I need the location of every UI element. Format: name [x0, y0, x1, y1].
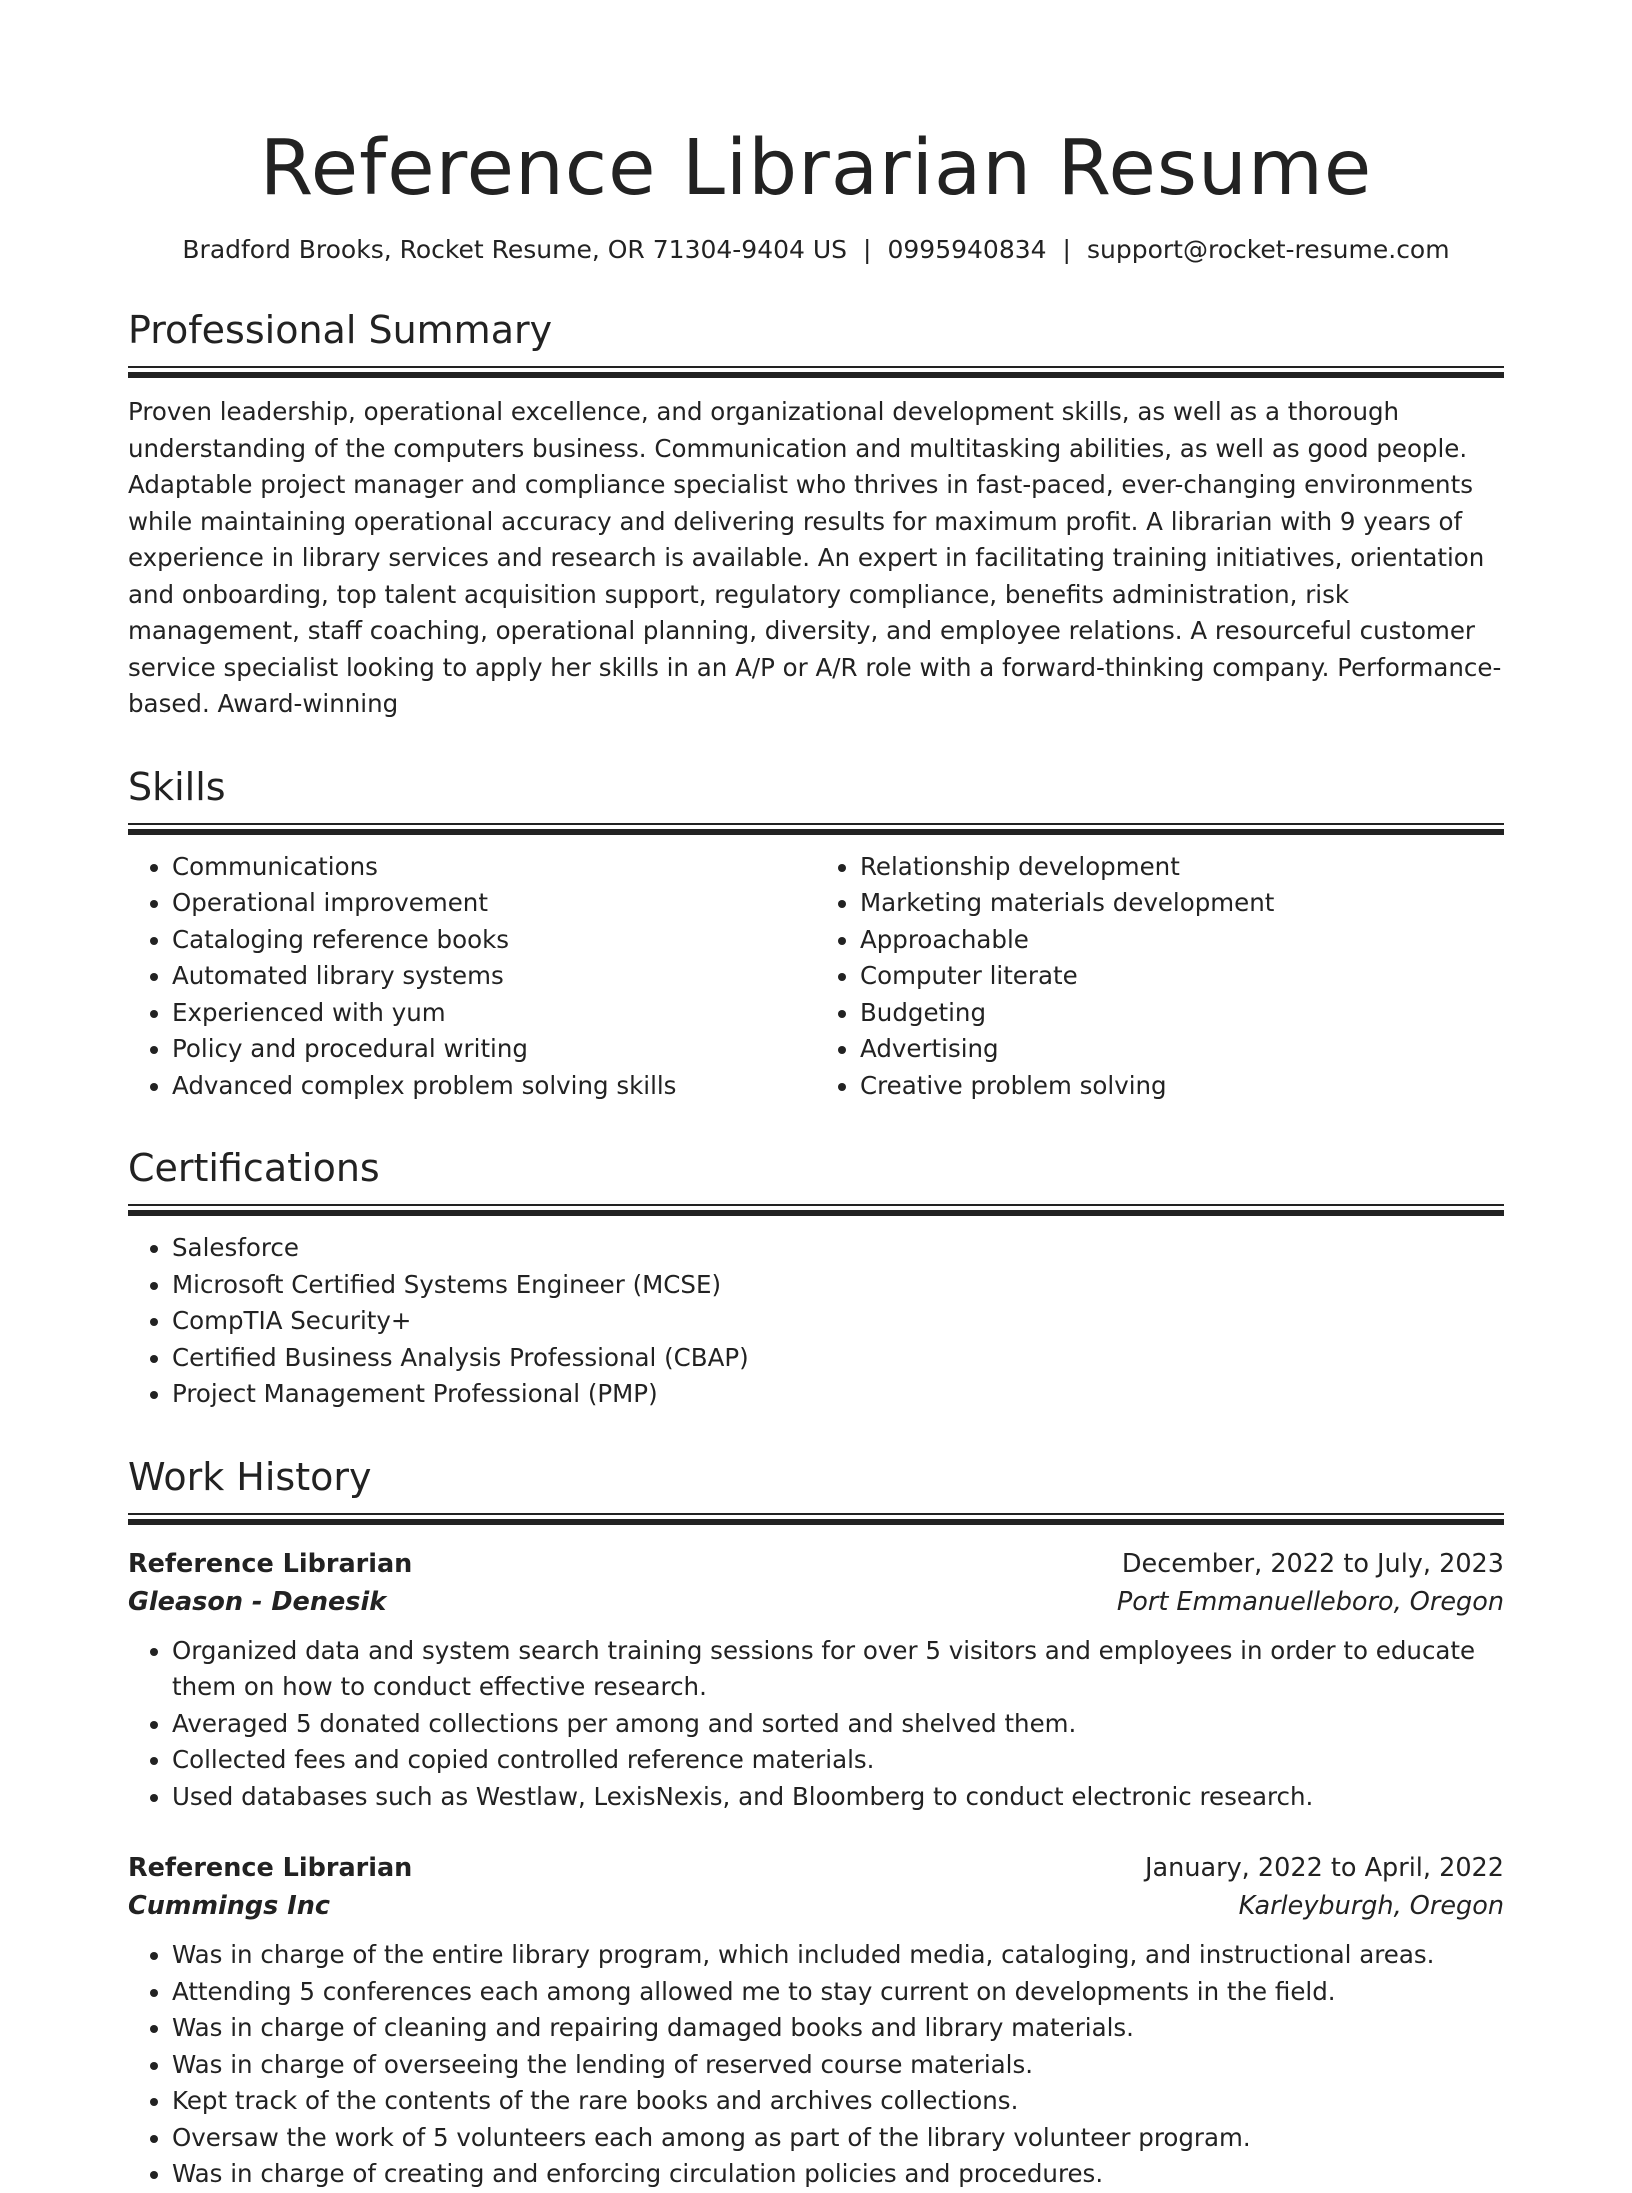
- contact-separator: |: [863, 235, 872, 264]
- certification-item: • Salesforce: [172, 1230, 1504, 1267]
- skills-list-left: [128, 849, 816, 1105]
- job-bullet: • Oversaw the work of 5 volunteers each among as part of the library volunteer program.: [172, 2120, 1504, 2157]
- job-company: Gleason - Denesik: [128, 1586, 387, 1617]
- skill-item: • Computer literate: [860, 958, 1504, 995]
- skill-item: • Approachable: [860, 922, 1504, 959]
- skill-item: • Budgeting: [860, 995, 1504, 1032]
- skill-item: • Automated library systems: [172, 958, 816, 995]
- job-title: Reference Librarian: [128, 1548, 413, 1579]
- contact-address: Bradford Brooks, Rocket Resume, OR 71304-9404 US: [182, 235, 848, 264]
- job-bullet: • Was in charge of overseeing the lending of reserved course materials.: [172, 2047, 1504, 2084]
- skills-section: [128, 763, 1504, 1105]
- job-title: Reference Librarian: [128, 1853, 413, 1883]
- certification-item: • Project Management Professional (PMP): [172, 1376, 1504, 1413]
- section-heading-certifications: Certifications: [128, 1146, 380, 1190]
- job-dates: December, 2022 to July, 2023: [1121, 1548, 1504, 1579]
- summary-text: Proven leadership, operational excellence, and organizational development skills, as well as a thorough understanding of the computers business. Communication and multitasking abilities, as well as good people. Adaptable project manager and compliance specialist who thrives in fast-paced, ever-changing environments while maintaining operational accuracy and delivering results for maximum profit. A librarian with 9 years of experience in library services and research is available. An expert in facilitating training initiatives, orientation and onboarding, top talent acquisition support, regulatory compliance, benefits administration, risk management, staff coaching, operational planning, diversity, and employee relations. A resourceful customer service specialist looking to apply her skills in an A/P or A/R role with a forward-thinking company. Performance-based. Award-winning: [128, 397, 1502, 718]
- skill-item: • Communications: [172, 849, 816, 886]
- job-dates: January, 2022 to April, 2022: [1145, 1853, 1504, 1883]
- job-location: Karleyburgh, Oregon: [1238, 1891, 1504, 1921]
- skills-columns: [128, 835, 1504, 1105]
- section-heading-skills: Skills: [128, 764, 226, 809]
- skill-item: • Experienced with yum: [172, 995, 816, 1032]
- skills-list-right: [816, 849, 1504, 1105]
- job-bullet: • Kept track of the contents of the rare books and archives collections.: [172, 2083, 1504, 2120]
- certifications-section: [128, 1144, 1504, 1413]
- work-history-section: [128, 1453, 1504, 2193]
- section-divider: [128, 1513, 1504, 1525]
- certification-item: • Certified Business Analysis Professional (CBAP): [172, 1340, 1504, 1377]
- certification-item: • CompTIA Security+: [172, 1303, 1504, 1340]
- job-bullets: [128, 1937, 1504, 2193]
- job-bullet: • Was in charge of cleaning and repairing damaged books and library materials.: [172, 2010, 1504, 2047]
- job-employer-row: [128, 1583, 1504, 1621]
- skill-item: • Marketing materials development: [860, 885, 1504, 922]
- job-bullet: • Attending 5 conferences each among allowed me to stay current on developments in the field.: [172, 1974, 1504, 2011]
- contact-separator: |: [1062, 235, 1071, 264]
- job-bullet: • Organized data and system search training sessions for over 5 visitors and employees in order to educate them on how to conduct effective research.: [172, 1633, 1504, 1706]
- skill-item: • Cataloging reference books: [172, 922, 816, 959]
- job-bullet: • Was in charge of the entire library program, which included media, cataloging, and instructional areas.: [172, 1937, 1504, 1974]
- skill-item: • Operational improvement: [172, 885, 816, 922]
- job-bullets: [128, 1633, 1504, 1816]
- skill-item: • Advanced complex problem solving skills: [172, 1068, 816, 1105]
- resume-page: [128, 0, 1504, 2193]
- job-location: Port Emmanuelleboro, Oregon: [1116, 1586, 1504, 1617]
- summary-section: [128, 306, 1504, 723]
- certification-item: • Microsoft Certified Systems Engineer (MCSE): [172, 1267, 1504, 1304]
- skill-item: • Relationship development: [860, 849, 1504, 886]
- resume-title: Reference Librarian Resume: [259, 124, 1373, 213]
- skill-item: • Advertising: [860, 1031, 1504, 1068]
- job-entry: [128, 1545, 1504, 1816]
- job-bullet: • Averaged 5 donated collections per among and sorted and shelved them.: [172, 1706, 1504, 1743]
- job-company: Cummings Inc: [128, 1891, 330, 1921]
- section-divider: [128, 1204, 1504, 1216]
- job-bullet: • Used databases such as Westlaw, LexisNexis, and Bloomberg to conduct electronic research.: [172, 1779, 1504, 1816]
- job-entry: [128, 1849, 1504, 2193]
- contact-line: [128, 234, 1504, 266]
- job-bullet: • Collected fees and copied controlled reference materials.: [172, 1742, 1504, 1779]
- job-employer-row: [128, 1887, 1504, 1925]
- skill-item: • Policy and procedural writing: [172, 1031, 816, 1068]
- section-heading-summary: Professional Summary: [128, 308, 553, 352]
- skill-item: • Creative problem solving: [860, 1068, 1504, 1105]
- section-heading-work-history: Work History: [128, 1454, 372, 1499]
- contact-phone: 0995940834: [887, 235, 1047, 264]
- section-divider: [128, 823, 1504, 835]
- job-bullet: • Was in charge of creating and enforcing circulation policies and procedures.: [172, 2156, 1504, 2193]
- job-header-row: [128, 1849, 1504, 1887]
- certifications-list: [128, 1230, 1504, 1413]
- job-header-row: [128, 1545, 1504, 1583]
- contact-email: support@rocket-resume.com: [1086, 235, 1450, 264]
- section-divider: [128, 366, 1504, 378]
